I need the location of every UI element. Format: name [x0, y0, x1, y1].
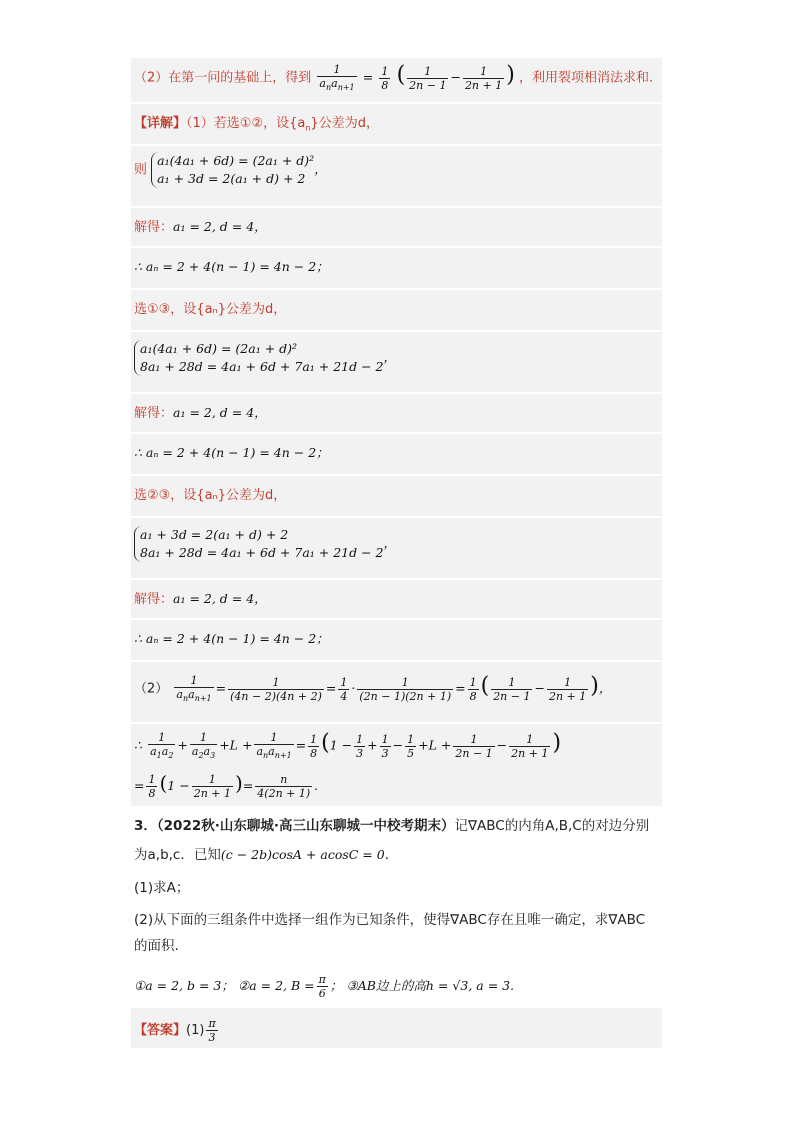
- condition-2-frac: $\frac{\pi}{6}$: [318, 973, 326, 1000]
- problem3-stem2b: (c − 2b)cosA + acosC = 0: [220, 847, 385, 862]
- system2-eq2: 8a₁ + 28d = 4a₁ + 6d + 7a₁ + 21d − 2: [140, 359, 384, 375]
- answer-frac: $\frac{\pi}{3}$: [208, 1017, 216, 1044]
- system3-eq1: a₁ + 3d = 2(a₁ + d) + 2: [140, 527, 289, 542]
- system1-brace: [151, 152, 314, 188]
- solve3: [134, 593, 267, 606]
- problem3-line1: [134, 820, 649, 834]
- system1-eq2: a₁ + 3d = 2(a₁ + d) + 2: [157, 171, 306, 187]
- problem3-conditions: [134, 974, 514, 999]
- solve2-value: a₁ = 2, d = 4，: [173, 405, 267, 420]
- solve3-label: 解得：: [134, 592, 174, 607]
- hint-frac-eighth: $\frac{1}{8}$: [381, 64, 389, 92]
- system2-eq1: a₁(4a₁ + 6d) = (2a₁ + d)²: [140, 341, 298, 356]
- hint-suffix: ，利用裂项相消法求和.: [518, 70, 654, 86]
- detail-intro: （1）若选①②，设{a: [186, 116, 306, 131]
- system1-eq1: a₁(4a₁ + 6d) = (2a₁ + d)²: [157, 153, 315, 168]
- detail-line: 【详解】（1）若选①②，设$\{a_n\}$公差为d，: [134, 116, 379, 133]
- system2-brace: [134, 340, 384, 376]
- an2: ∴ aₙ = 2 + 4(n − 1) = 4n − 2；: [134, 445, 329, 460]
- problem3-q1: (1)求A；: [134, 880, 190, 896]
- problem3-stem2a: 为a,b,c．已知: [134, 847, 221, 863]
- hint-prefix: （2）在第一问的基础上，得到: [134, 70, 312, 86]
- system1: 则 a₁(4a₁ + 6d) = (2a₁ + d)² a₁ + 3d = 2(a₁ + d) + 2，: [134, 152, 327, 188]
- an1: ∴ aₙ = 2 + 4(n − 1) = 4n − 2；: [134, 259, 329, 274]
- case23-heading: 选②③，设{aₙ}公差为d，: [134, 488, 287, 503]
- system3: a₁ + 3d = 2(a₁ + d) + 2 8a₁ + 28d = 4a₁ + 6d + 7a₁ + 21d − 2，: [134, 526, 396, 562]
- solve1: [134, 221, 267, 234]
- hint-frac-lhs: $\frac{1}{a_na_{n+1}}$: [319, 63, 355, 93]
- result-line: = $\frac{1}{8}$ (1 − $\frac{1}{2n + 1}$ )= $\frac{n}{4(2n + 1)}$ .: [134, 771, 319, 800]
- problem3-number: 3．: [134, 818, 157, 834]
- condition-2: ②a = 2, B =: [238, 978, 315, 993]
- solve1-label: 解得：: [134, 220, 174, 235]
- condition-1: ①a = 2, b = 3；: [134, 978, 234, 993]
- system3-eq2: 8a₁ + 28d = 4a₁ + 6d + 7a₁ + 21d − 2: [140, 545, 384, 561]
- condition-3: ③AB边上的高h = √3, a = 3.: [346, 978, 515, 993]
- answer-prefix: (1): [186, 1023, 205, 1038]
- detail-intro-tail: }公差为d，: [310, 116, 379, 131]
- case13-heading: 选①③，设{aₙ}公差为d，: [134, 302, 287, 317]
- problem3-q2a: (2)从下面的三组条件中选择一组作为已知条件，使得∇ABC存在且唯一确定，求∇ABC: [134, 912, 646, 928]
- system1-prefix: 则: [134, 162, 148, 178]
- detail-label: 【详解】: [134, 116, 187, 131]
- system3-brace: [134, 526, 384, 562]
- problem3-line2: [134, 849, 398, 863]
- sum-line: ∴ $\frac{1}{a_1a_2}$ + $\frac{1}{a_2a_3}$ +L + $\frac{1}{a_na_{n+1}}$ = $\frac{1}{8}$ (1 − $\frac{1}{3}$ + $\frac{1}{3}$ − $\frac{1}{5}$ +L + $\frac{1}{2n - 1}$ − $\frac{1}{2n + 1}$ ): [134, 730, 562, 761]
- solve2: [134, 407, 267, 420]
- solve2-label: 解得：: [134, 406, 174, 421]
- system2: a₁(4a₁ + 6d) = (2a₁ + d)² 8a₁ + 28d = 4a₁ + 6d + 7a₁ + 21d − 2，: [134, 340, 396, 376]
- solve3-value: a₁ = 2, d = 4，: [173, 591, 267, 606]
- answer-line: [134, 1018, 220, 1043]
- problem3-stem2c: ．: [384, 847, 399, 863]
- part2-label: （2）: [134, 681, 169, 697]
- an3: ∴ aₙ = 2 + 4(n − 1) = 4n − 2；: [134, 631, 329, 646]
- problem3-stem1: 记∇ABC的内角A,B,C的对边分别: [454, 818, 650, 834]
- answer-label: 【答案】: [134, 1023, 187, 1038]
- problem3-q2b: 的面积.: [134, 938, 179, 954]
- hint-line: （2）在第一问的基础上，得到 $\frac{1}{a_na_{n+1}}$ = $\frac{1}{8}$ ( $\frac{1}{2n - 1}$ − $\frac{1}{2n + 1}$ ) ，利用裂项相消法求和.: [134, 62, 654, 93]
- condition-2-tail: ；: [329, 978, 343, 993]
- problem3-source: （2022秋·山东聊城·高三山东聊城一中校考期末）: [156, 818, 455, 834]
- part2-line: （2） $\frac{1}{a_na_{n+1}}$ = $\frac{1}{(4n - 2)(4n + 2)}$ = $\frac{1}{4}$ · $\frac{1}{(2n - 1)(2n + 1)}$ = $\frac{1}{8}$ ( $\frac{1}{2n - 1}$ − $\frac{1}{2n + 1}$ )，: [134, 673, 612, 704]
- solve1-value: a₁ = 2, d = 4，: [173, 219, 267, 234]
